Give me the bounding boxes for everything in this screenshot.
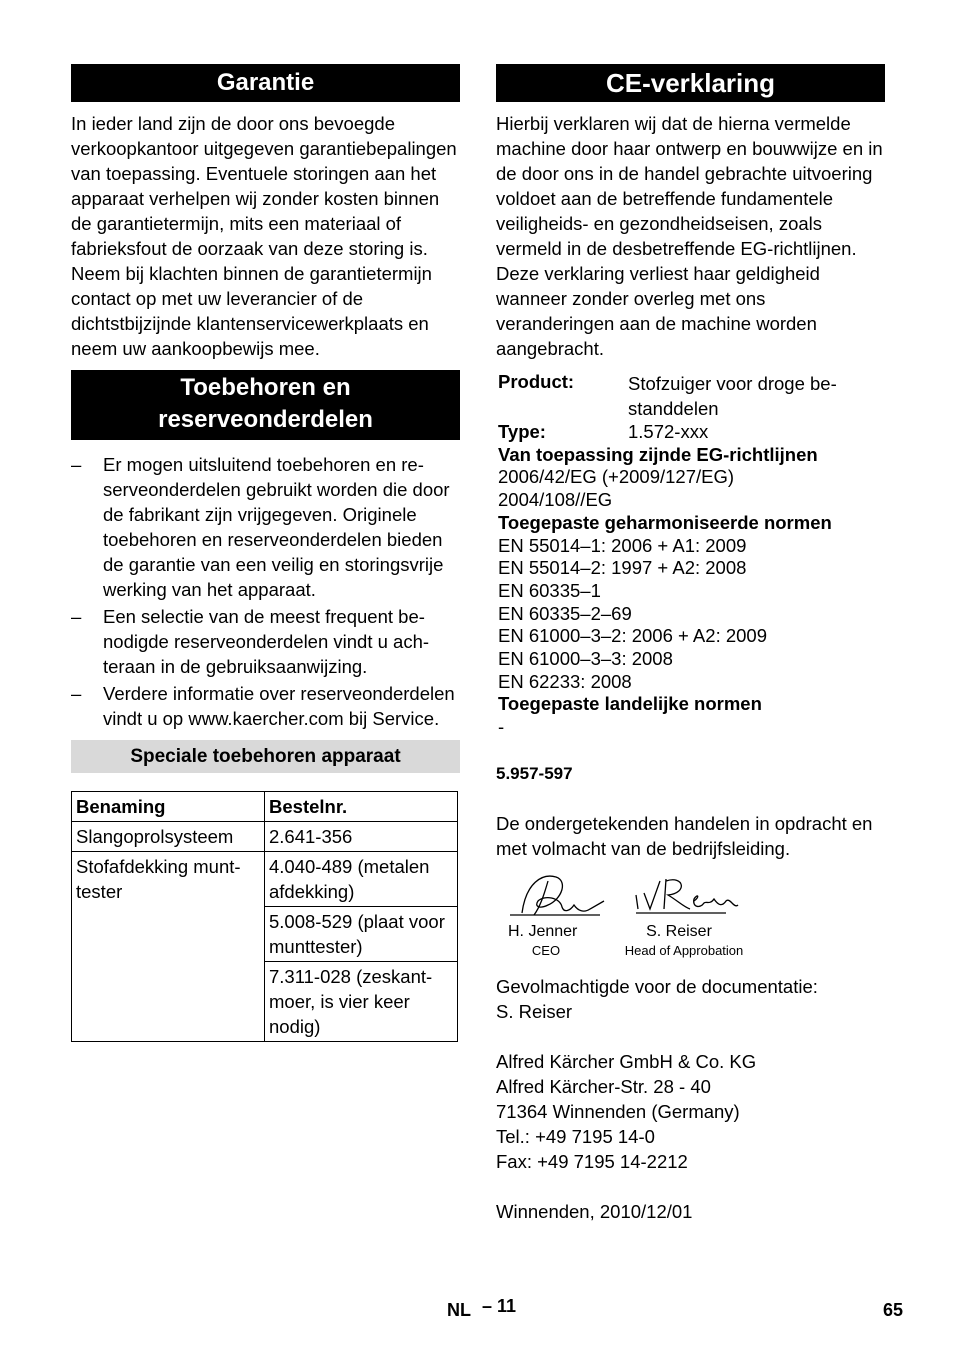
signature-images (504, 871, 764, 926)
signer-role: Head of Approbation (624, 942, 744, 958)
address-line: Alfred Kärcher-Str. 28 - 40 (496, 1075, 711, 1097)
eg-item: 2004/108//EG (498, 489, 613, 511)
harm-item: EN 55014–2: 1997 + A2: 2008 (498, 557, 747, 579)
harm-item: EN 62233: 2008 (498, 670, 632, 692)
product-row (498, 371, 885, 421)
toebehoren-heading-line1: Toebehoren en (180, 374, 351, 401)
ce-spec-block (496, 371, 885, 739)
harm-item: EN 61000–3–2: 2006 + A2: 2009 (498, 625, 767, 647)
harm-heading: Toegepaste geharmoniseerde normen (498, 511, 832, 533)
doc-number: 5.957-597 (496, 763, 573, 783)
doc-label: Gevolmachtigde voor de documentatie: (496, 975, 818, 997)
table-cell: 5.008-529 (plaat voor munttester) (265, 907, 458, 962)
footer-page-local: – 11 (482, 1296, 517, 1316)
list-item-text: Er mogen uitsluitend toebehoren en reserveonderdelen gebruikt worden die door de fabrikant zijn vrijgegeven. Originele toebehoren en reserveonderdelen bieden de garantie van een veilig en storingsvrije werking van het apparaat. (103, 454, 450, 600)
toebehoren-heading (71, 370, 460, 440)
table-row (72, 822, 458, 852)
harm-item: EN 60335–1 (498, 579, 601, 601)
type-label: Type: (498, 421, 546, 442)
table-header-row (72, 792, 458, 822)
ce-heading: CE-verklaring (496, 64, 885, 102)
harm-item: EN 61000–3–3: 2008 (498, 648, 673, 670)
table-cell: Stofafdekking munttester (72, 852, 265, 1042)
doc-person: S. Reiser (496, 1000, 573, 1022)
toebehoren-list (71, 452, 460, 731)
list-item-text: Verdere informatie over reserveonderdelen vindt u op www.kaercher.com bij Service. (103, 683, 455, 729)
product-label: Product: (498, 371, 575, 392)
accessories-table (71, 791, 458, 1042)
ce-text: Hierbij verklaren wij dat de hierna vermelde machine door haar ontwerp en bouwwijze en in de door ons in de handel gebrachte uitvoering voldoet aan de betreffende fundamentele veiligheids- en gezondheidseisen, zoals vermeld in de desbetreffende EG-richtlijnen. Deze verklaring verliest haar geldigheid wanneer zonder overleg met ons veranderingen aan de machine worden aangebracht. (496, 113, 883, 359)
garantie-heading: Garantie (71, 64, 460, 102)
signature-jenner (510, 876, 604, 915)
mandate-text: De ondergetekenden handelen in opdracht en met volmacht van de bedrijfsleiding. (496, 812, 873, 859)
right-column (496, 64, 885, 1224)
list-item (71, 452, 460, 602)
table-header-cell: Benaming (72, 792, 265, 822)
footer-lang: NL (447, 1300, 471, 1320)
table-header-cell: Bestelnr. (265, 792, 458, 822)
table-row (72, 852, 458, 907)
list-item (71, 604, 460, 679)
list-item-text: Een selectie van de meest frequent benodigde reserveonderdelen vindt u achteraan in de gebruiksaanwijzing. (103, 606, 430, 677)
harm-item: EN 60335–2–69 (498, 602, 632, 624)
address-line: Tel.: +49 7195 14-0 (496, 1125, 655, 1147)
harm-item: EN 55014–1: 2006 + A1: 2009 (498, 534, 747, 556)
footer-page-total: 65 (883, 1300, 904, 1320)
eg-heading: Van toepassing zijnde EG-richtlijnen (498, 443, 818, 465)
type-row (498, 421, 885, 444)
bullet-dash: – (71, 454, 82, 475)
table-cell: 2.641-356 (265, 822, 458, 852)
speciale-heading: Speciale toebehoren apparaat (71, 740, 460, 773)
left-column (71, 64, 460, 1042)
eg-item: 2006/42/EG (+2009/127/EG) (498, 466, 735, 488)
address-line: 71364 Winnenden (Germany) (496, 1100, 740, 1122)
address-line: Fax: +49 7195 14-2212 (496, 1150, 688, 1172)
table-cell: 4.040-489 (metalen afdekking) (265, 852, 458, 907)
signer-role: CEO (531, 942, 561, 958)
bullet-dash: – (71, 683, 82, 704)
address-block (496, 1049, 885, 1174)
signature-reiser (636, 879, 738, 913)
list-item (71, 681, 460, 731)
bullet-dash: – (71, 606, 82, 627)
signer-name: S. Reiser (646, 922, 712, 940)
garantie-text: In ieder land zijn de door ons bevoegde verkoopkantoor uitgegeven garantiebepalingen van toepassing. Eventuele storingen aan het apparaat verhelpen wij zonder kosten binnen de garantietermijn, mits een materiaal of fabrieksfout de oorzaak van deze storing is. Neem bij klachten binnen de garantietermijn contact op met uw leverancier of de dichtstbijzijnde klantenservicewerkplaats en neem uw aankoopbewijs mee. (71, 113, 457, 359)
table-cell: 7.311-028 (zeskantmoer, is vier keer nodig) (265, 962, 458, 1042)
signature-area (496, 871, 885, 966)
address-line: Alfred Kärcher GmbH & Co. KG (496, 1050, 757, 1072)
table-cell: Slangoprolsysteem (72, 822, 265, 852)
national-heading: Toegepaste landelijke normen (498, 693, 762, 715)
type-value: 1.572-xxx (628, 421, 709, 442)
toebehoren-heading-line2: reserveonderdelen (158, 406, 373, 433)
product-value: Stofzuiger voor droge bestanddelen (628, 373, 837, 419)
national-value: - (498, 716, 505, 738)
place-date: Winnenden, 2010/12/01 (496, 1200, 693, 1222)
signer-name: H. Jenner (508, 922, 578, 940)
